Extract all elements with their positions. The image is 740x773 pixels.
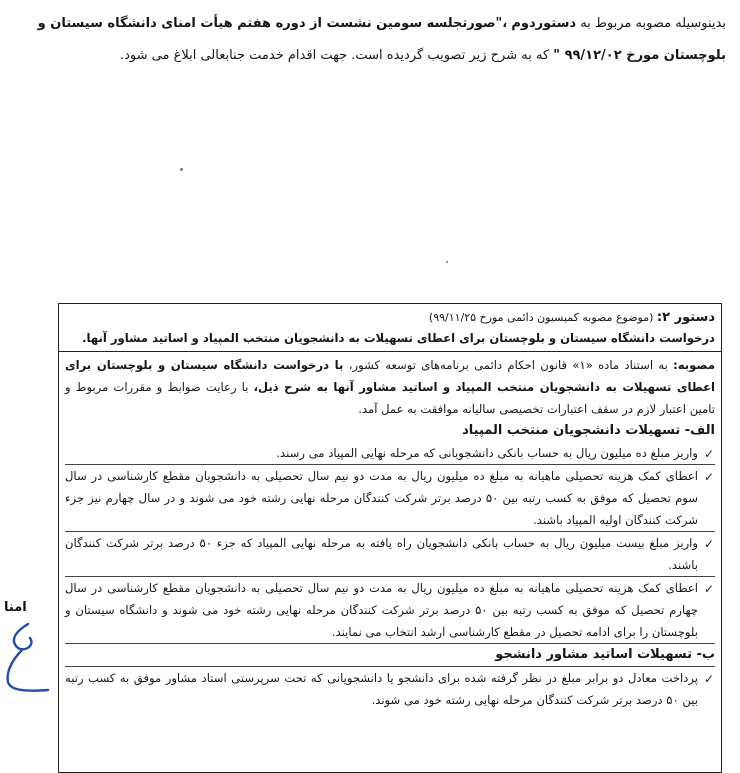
scan-speck bbox=[446, 261, 448, 263]
resolution-paragraph bbox=[65, 354, 715, 420]
agenda-label: دستور ۲: bbox=[656, 310, 715, 325]
intro-paragraph bbox=[16, 8, 726, 72]
intro-agenda-ref: دستوردوم bbox=[511, 16, 577, 31]
list-item bbox=[65, 464, 715, 531]
resolution-text-3: با رعایت ضوابط و مقررات مربوط و تامین اعتبار لازم در سقف اعتبارات تخصیصی سالیانه موافقت به عمل آمد. bbox=[65, 380, 715, 416]
agenda-title-line bbox=[65, 308, 715, 328]
scan-speck bbox=[180, 168, 183, 171]
checkmark-icon: ✓ bbox=[703, 582, 714, 596]
list-item bbox=[65, 442, 715, 464]
checkmark-icon: ✓ bbox=[703, 447, 714, 461]
list-item-text: پرداخت معادل دو برابر مبلغ در نظر گرفته شده برای دانشجو یا دانشجویانی که تحت سرپرستی استاد مشاور موفق به کسب رتبه بین ۵۰ درصد برتر شرکت کنندگان مرحله نهایی رشته خود می شوند. bbox=[65, 671, 698, 707]
list-item bbox=[65, 666, 715, 711]
list-item bbox=[65, 531, 715, 576]
agenda-subject: درخواست دانشگاه سیستان و بلوچستان برای اعطای تسهیلات به دانشجویان منتخب المپیاد و اساتید مشاور آنها. bbox=[82, 331, 715, 345]
section-b-title: ب- تسهیلات اساتید مشاور دانشجو bbox=[65, 643, 715, 666]
list-item-text: واریز مبلغ ده میلیون ریال به حساب بانکی دانشجویانی که مرحله نهایی المپیاد می رسند. bbox=[276, 446, 698, 460]
list-item-text: اعطای کمک هزینه تحصیلی ماهیانه به مبلغ ده میلیون ریال به مدت دو نیم سال تحصیلی به دانشجویان مقطع کارشناسی در سال چهارم تحصیل که موفق به کسب رتبه بین ۵۰ درصد برتر شرکت کنندگان مرحله نهایی رشته خود می شوند و دانشگاه سیستان و بلوچستان را برای ادامه تحصیل در مقطع کارشناسی ارشد انتخاب می نمایند. bbox=[65, 581, 698, 639]
resolution-label: مصوبه: bbox=[673, 358, 716, 372]
list-item-text: اعطای کمک هزینه تحصیلی ماهیانه به مبلغ ده میلیون ریال به مدت دو نیم سال تحصیلی به دانشجویان مقطع کارشناسی در سال سوم تحصیل که موفق به کسب رتبه بین ۵۰ درصد برتر شرکت کنندگان مرحله نهایی رشته خود می شوند و در سال چهارم نیز جزء شرکت کنندگان اولیه المپیاد باشند. bbox=[65, 469, 698, 527]
agenda-header bbox=[59, 304, 721, 352]
intro-text-1: بدینوسیله مصوبه مربوط به bbox=[580, 16, 726, 31]
resolution-body bbox=[59, 354, 721, 711]
intro-text-2: که به شرح زیر تصویب گردیده است. جهت اقدام خدمت جنابعالی ابلاغ می شود. bbox=[119, 48, 550, 63]
signature-mark bbox=[0, 620, 52, 700]
resolution-text-2: با درخواست دانشگاه سیستان و بلوچستان برای اعطای تسهیلات به دانشجویان منتخب المپیاد و اساتید مشاور آنها به شرح ذیل، bbox=[65, 358, 715, 394]
margin-text: امنا bbox=[4, 600, 27, 615]
section-a-title: الف- تسهیلات دانشجویان منتخب المپیاد bbox=[462, 423, 715, 438]
checkmark-icon: ✓ bbox=[703, 537, 714, 551]
resolution-text-1: به استناد ماده «۱» قانون احکام دائمی برنامه‌های توسعه کشور، bbox=[348, 358, 668, 372]
list-item-text: واریز مبلغ بیست میلیون ریال به حساب بانکی دانشجویان راه یافته به مرحله نهایی المپیاد که جزء ۵۰ درصد برتر شرکت کنندگان باشند. bbox=[65, 536, 698, 572]
list-item bbox=[65, 576, 715, 643]
checkmark-icon: ✓ bbox=[703, 672, 714, 686]
checkmark-icon: ✓ bbox=[703, 470, 714, 484]
resolution-box bbox=[58, 303, 722, 773]
intro-meeting-title: ،"صورتجلسه سومین نشست از دوره هفتم هیأت امنای دانشگاه سیستان و بلوچستان مورخ ۹۹/۱۲/۰۲ " bbox=[37, 16, 726, 63]
agenda-reference: (موضوع مصوبه کمیسیون دائمی مورخ ۹۹/۱۱/۲۵) bbox=[428, 311, 654, 324]
